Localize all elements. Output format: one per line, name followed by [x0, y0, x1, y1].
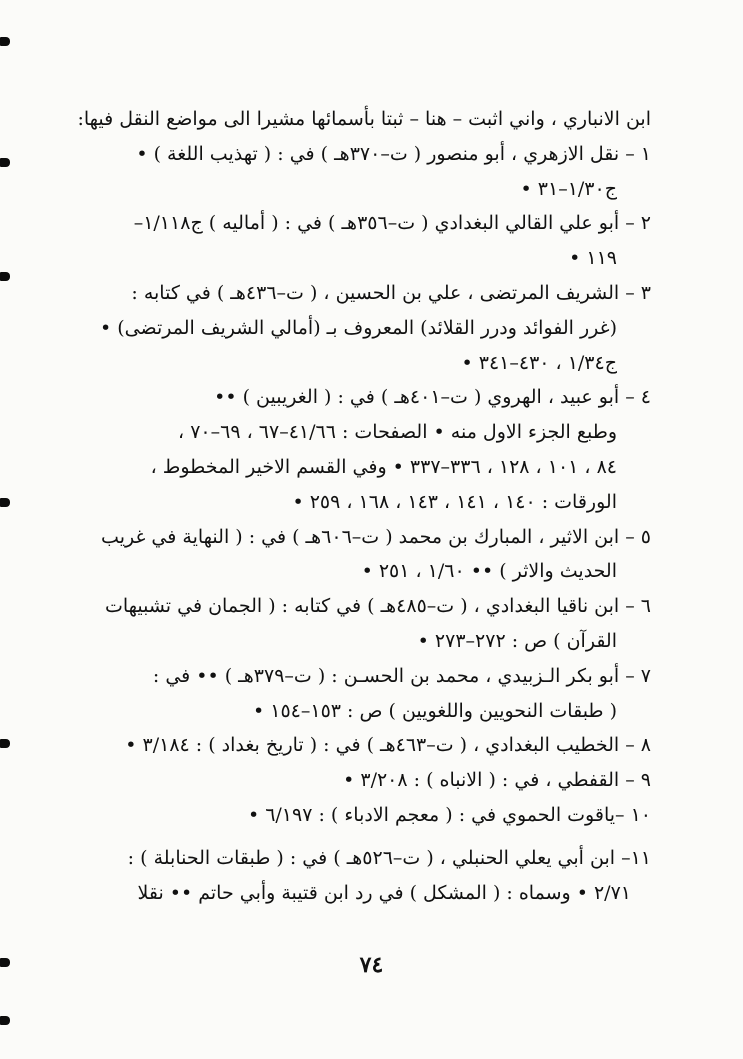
body-text: [77, 102, 651, 910]
list-item: ١٠ –ياقوت الحموي في : ( معجم الادباء ) : ٦/١٩٧ •: [247, 803, 651, 826]
text-line: ٢/٧١ • وسماه : ( المشكل ) في رد ابن قتيبة وأبي حاتم •• نقلا: [137, 881, 631, 904]
text-line: ابن الانباري ، واني اثبت – هنا – ثبتا بأسمائها مشيرا الى مواضع النقل فيها:: [77, 108, 651, 130]
text-line: (غرر الفوائد ودرر القلائد) المعروف بـ (أمالي الشريف المرتضى) •: [100, 316, 617, 339]
list-item: ٥ – ابن الاثير ، المبارك بن محمد ( ت–٦٠٦هـ ) في : ( النهاية في غريب: [101, 525, 651, 548]
text-line: ( طبقات النحويين واللغويين ) ص : ١٥٣–١٥٤ •: [253, 699, 617, 722]
binding-mark: [0, 37, 10, 46]
list-item: ١ – نقل الازهري ، أبو منصور ( ت–٣٧٠هـ ) في : ( تهذيب اللغة ) •: [136, 142, 651, 165]
list-item: ٨ – الخطيب البغدادي ، ( ت–٤٦٣هـ ) في : ( تاريخ بغداد ) : ٣/١٨٤ •: [125, 734, 651, 757]
binding-mark: [0, 739, 10, 748]
text-line: الحديث والاثر ) •• ١/٦٠ ، ٢٥١ •: [361, 560, 617, 583]
text-line: القرآن ) ص : ٢٧٢–٢٧٣ •: [417, 629, 617, 652]
list-item: ٣ – الشريف المرتضى ، علي بن الحسين ، ( ت–٤٣٦هـ ) في كتابه :: [131, 281, 651, 304]
text-line: وطبع الجزء الاول منه • الصفحات : ٤١/٦٦–٦٧ ، ٦٩–٧٠ ،: [178, 421, 617, 444]
text-line: الورقات : ١٤٠ ، ١٤١ ، ١٤٣ ، ١٦٨ ، ٢٥٩ •: [292, 490, 617, 513]
page-number: ٧٤: [359, 952, 384, 978]
text-line: ج١/٣٠–٣١ •: [520, 177, 617, 200]
list-item: ٢ – أبو علي القالي البغدادي ( ت–٣٥٦هـ ) في : ( أماليه ) ج١/١١٨–: [133, 212, 651, 235]
list-item: ٩ – القفطي ، في : ( الانباه ) : ٣/٢٠٨ •: [343, 769, 651, 792]
binding-mark: [0, 1016, 10, 1025]
list-item: ٧ – أبو بكر الـزبيدي ، محمد بن الحسـن : ( ت–٣٧٩هـ ) •• في :: [152, 664, 651, 687]
list-item: ٤ – أبو عبيد ، الهروي ( ت–٤٠١هـ ) في : ( الغريبين ) ••: [214, 386, 651, 409]
binding-mark: [0, 498, 10, 507]
binding-mark: [0, 272, 10, 281]
list-item: ١١– ابن أبي يعلي الحنبلي ، ( ت–٥٢٦هـ ) في : ( طبقات الحنابلة ) :: [127, 846, 651, 869]
list-item: ٦ – ابن ناقيا البغدادي ، ( ت–٤٨٥هـ ) في كتابه : ( الجمان في تشبيهات: [104, 595, 651, 618]
binding-mark: [0, 158, 10, 167]
text-line: ج١/٣٤ ، ٤٣٠–٣٤١ •: [461, 351, 617, 374]
text-line: ١١٩ •: [569, 247, 617, 270]
text-line: ٨٤ ، ١٠١ ، ١٢٨ ، ٣٣٦–٣٣٧ • وفي القسم الاخير المخطوط ،: [150, 455, 617, 478]
